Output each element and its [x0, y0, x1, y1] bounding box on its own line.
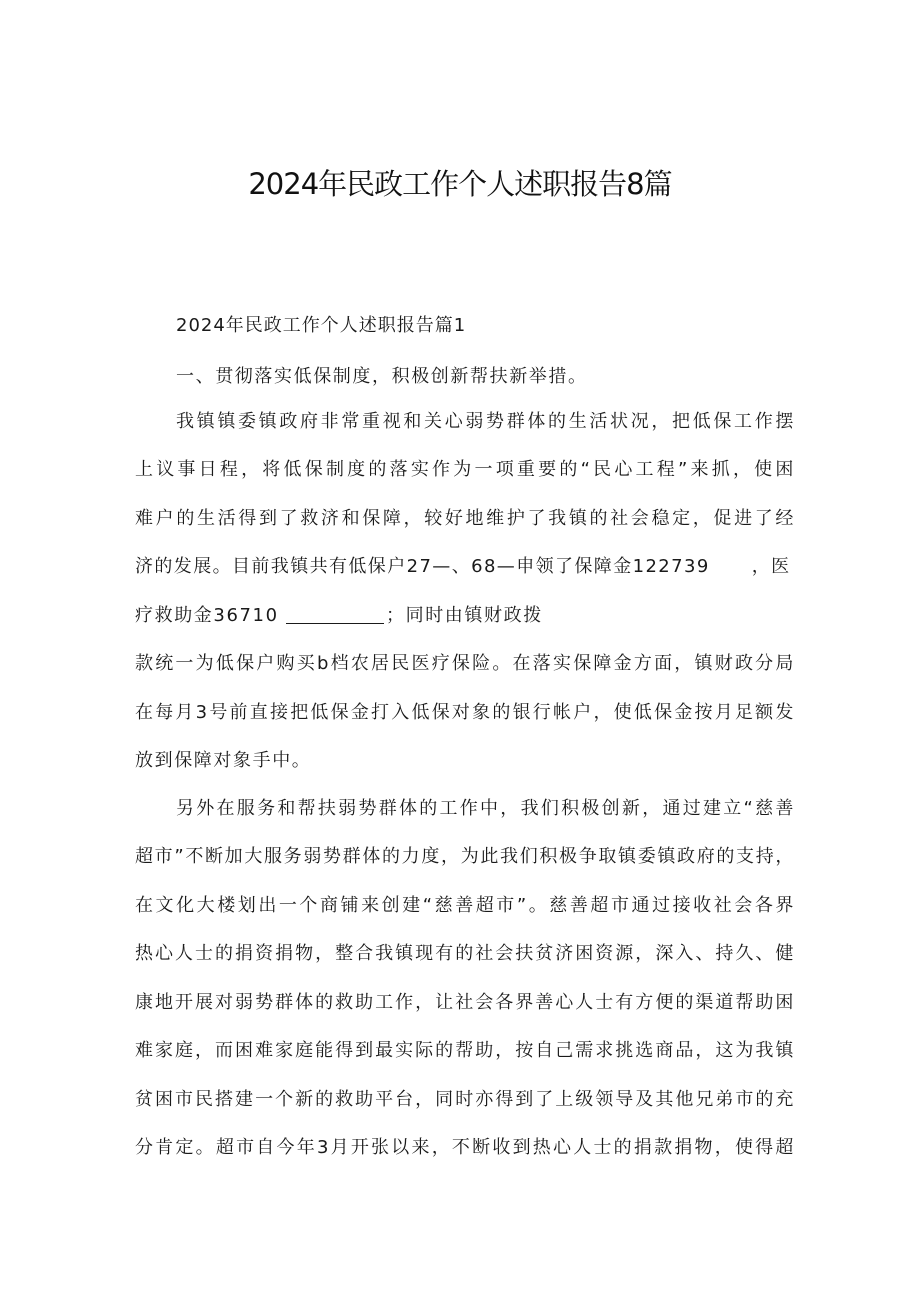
- blank-underline: [286, 605, 384, 624]
- document-title: 2024年民政工作个人述职报告8篇: [248, 167, 672, 201]
- paragraph-line: 热心人士的捐资捐物，整合我镇现有的社会扶贫济困资源，深入、持久、健: [135, 943, 795, 964]
- paragraph-line: 我镇镇委镇政府非常重视和关心弱势群体的生活状况，把低保工作摆: [176, 411, 795, 432]
- paragraph-line: 在文化大楼划出一个商铺来创建“慈善超市”。慈善超市通过接收社会各界: [135, 895, 795, 916]
- paragraph-line: 款统一为低保户购买b档农居民医疗保险。在落实保障金方面，镇财政分局: [135, 653, 795, 674]
- paragraph-line: 贫困市民搭建一个新的救助平台，同时亦得到了上级领导及其他兄弟市的充: [135, 1089, 795, 1110]
- paragraph-line: [135, 603, 795, 629]
- paragraph-text: ；同时由镇财政拨: [386, 605, 543, 626]
- paragraph-line: 上议事日程，将低保制度的落实作为一项重要的“民心工程”来抓，使困: [135, 459, 795, 480]
- paragraph-line: 在每月3号前直接把低保金打入低保对象的银行帐户，使低保金按月足额发: [135, 702, 795, 723]
- paragraph-line: [135, 554, 795, 580]
- paragraph-text: ，医: [751, 556, 791, 577]
- paragraph-line: 分肯定。超市自今年3月开张以来，不断收到热心人士的捐款捐物，使得超: [135, 1137, 795, 1158]
- paragraph-text: 济的发展。目前我镇共有低保户27—、68—申领了保障金122739: [135, 556, 710, 577]
- subheading: 一、贯彻落实低保制度，积极创新帮扶新举措。: [176, 366, 588, 387]
- paragraph-text: 疗救助金36710: [135, 605, 279, 626]
- paragraph-line: 难户的生活得到了救济和保障，较好地维护了我镇的社会稳定，促进了经: [135, 508, 795, 529]
- paragraph-line: 放到保障对象手中。: [135, 750, 312, 771]
- paragraph-line: 难家庭，而困难家庭能得到最实际的帮助，按自己需求挑选商品，这为我镇: [135, 1040, 795, 1061]
- paragraph-line: 另外在服务和帮扶弱势群体的工作中，我们积极创新，通过建立“慈善: [176, 798, 795, 819]
- section-heading: 2024年民政工作个人述职报告篇1: [176, 315, 467, 336]
- paragraph-line: 康地开展对弱势群体的救助工作，让社会各界善心人士有方便的渠道帮助困: [135, 992, 795, 1013]
- paragraph-line: 超市”不断加大服务弱势群体的力度，为此我们积极争取镇委镇政府的支持，: [135, 846, 795, 867]
